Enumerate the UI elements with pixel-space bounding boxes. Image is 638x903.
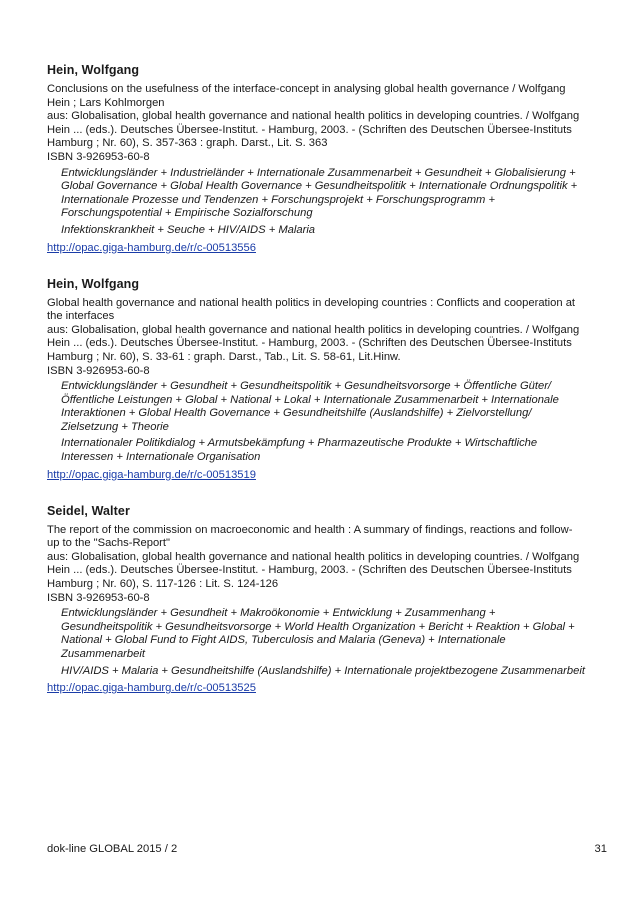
entry-source-line: Hein ... (eds.). Deutsches Übersee-Institut. - Hamburg, 2003. - (Schriften des Deutschen Übersee-Instituts [47, 337, 572, 350]
entry-title [47, 297, 593, 324]
entry-keywords-secondary [47, 224, 593, 238]
keyword-line: Gesundheitspolitik + Gesundheitsvorsorge + World Health Organization + Bericht + Reaktion + Global + [61, 620, 575, 633]
keyword-line: Zielsetzung + Theorie [61, 420, 169, 433]
entry-source-line: aus: Globalisation, global health governance and national health politics in developing countries. / Wolfgang [47, 550, 580, 563]
entry-source-line: Hein ... (eds.). Deutsches Übersee-Institut. - Hamburg, 2003. - (Schriften des Deutschen Übersee-Instituts [47, 123, 572, 136]
bibliography-page [47, 63, 593, 717]
footer-publication: dok-line GLOBAL 2015 / 2 [47, 843, 178, 855]
entry-source-line: Hamburg ; Nr. 60), S. 33-61 : graph. Darst., Tab., Lit. S. 58-61, Lit.Hinw. [47, 350, 401, 363]
keyword-line: Internationaler Politikdialog + Armutsbekämpfung + Pharmazeutische Produkte + Wirtschaftliche [61, 437, 538, 450]
entry-source-line: aus: Globalisation, global health governance and national health politics in developing countries. / Wolfgang [47, 323, 580, 336]
keyword-line: National + Global Fund to Fight AIDS, Tuberculosis and Malaria (Geneva) + Internationale [61, 634, 506, 647]
keyword-line: Zusammenarbeit [61, 648, 145, 660]
entry-keywords-secondary [47, 665, 593, 679]
entry-opac-link[interactable]: http://opac.giga-hamburg.de/r/c-00513519 [47, 468, 256, 481]
entry-isbn: ISBN 3-926953-60-8 [47, 591, 150, 604]
keyword-line: Infektionskrankheit + Seuche + HIV/AIDS + Malaria [61, 223, 316, 236]
entry-isbn: ISBN 3-926953-60-8 [47, 150, 150, 163]
entry-source-line: aus: Globalisation, global health governance and national health politics in developing countries. / Wolfgang [47, 110, 580, 123]
entry-title [47, 83, 593, 110]
entry-title-line: Conclusions on the usefulness of the interface-concept in analysing global health governance / Wolfgang [47, 83, 566, 95]
keyword-line: Entwicklungsländer + Gesundheit + Gesundheitspolitik + Gesundheitsvorsorge + Öffentliche Güter/ [61, 380, 552, 393]
keyword-line: Öffentliche Leistungen + Global + National + Lokal + Internationale Zusammenarbeit + Internationale [61, 393, 559, 406]
entry-author: Hein, Wolfgang [47, 63, 140, 77]
entry-source-line: Hamburg ; Nr. 60), S. 357-363 : graph. Darst., Lit. S. 363 [47, 137, 328, 150]
bibliography-entry [47, 277, 593, 483]
entry-keywords [47, 167, 593, 221]
entry-opac-link[interactable]: http://opac.giga-hamburg.de/r/c-00513525 [47, 682, 256, 695]
keyword-line: Global Governance + Global Health Governance + Gesundheitspolitik + Internationale Ordnungspolitik + [61, 180, 578, 193]
entry-source [47, 551, 593, 592]
keyword-line: Entwicklungsländer + Industrieländer + Internationale Zusammenarbeit + Gesundheit + Globalisierung + [61, 166, 576, 179]
bibliography-entry [47, 63, 593, 256]
entry-title-line: Hein ; Lars Kohlmorgen [47, 96, 165, 109]
entry-keywords [47, 380, 593, 434]
entry-title-line: Global health governance and national health politics in developing countries : Conflicts and cooperation at [47, 296, 576, 309]
entry-isbn: ISBN 3-926953-60-8 [47, 364, 150, 377]
entry-keywords-secondary [47, 437, 593, 464]
entry-source [47, 324, 593, 365]
page-number: 31 [594, 843, 607, 855]
keyword-line: Forschungspotential + Empirische Sozialforschung [61, 207, 313, 220]
entry-source-line: Hamburg ; Nr. 60), S. 117-126 : Lit. S. 124-126 [47, 578, 279, 591]
keyword-line: HIV/AIDS + Malaria + Gesundheitshilfe (Auslandshilfe) + Internationale projektbezogene Zusammenarbeit [61, 664, 585, 677]
keyword-line: Interaktionen + Global Health Governance + Gesundheitshilfe (Auslandshilfe) + Zielvorstellung/ [61, 407, 532, 420]
keyword-line: Internationale Prozesse und Tendenzen + Forschungsprojekt + Forschungsprogramm + [61, 193, 495, 206]
keyword-line: Interessen + Internationale Organisation [61, 451, 261, 464]
entry-author: Seidel, Walter [47, 503, 130, 518]
entry-source [47, 110, 593, 151]
entry-keywords [47, 607, 593, 661]
keyword-line: Entwicklungsländer + Gesundheit + Makroökonomie + Entwicklung + Zusammenhang + [61, 607, 496, 620]
entry-title-line: up to the "Sachs-Report" [47, 537, 170, 550]
entry-source-line: Hein ... (eds.). Deutsches Übersee-Institut. - Hamburg, 2003. - (Schriften des Deutschen Übersee-Instituts [47, 564, 572, 577]
entry-title-line: the interfaces [47, 310, 115, 323]
bibliography-entry [47, 504, 593, 697]
entry-opac-link[interactable]: http://opac.giga-hamburg.de/r/c-00513556 [47, 241, 256, 254]
entry-title-line: The report of the commission on macroeconomic and health : A summary of findings, reactions and follow- [47, 523, 573, 536]
entry-author: Hein, Wolfgang [47, 276, 140, 291]
entry-title [47, 524, 593, 551]
